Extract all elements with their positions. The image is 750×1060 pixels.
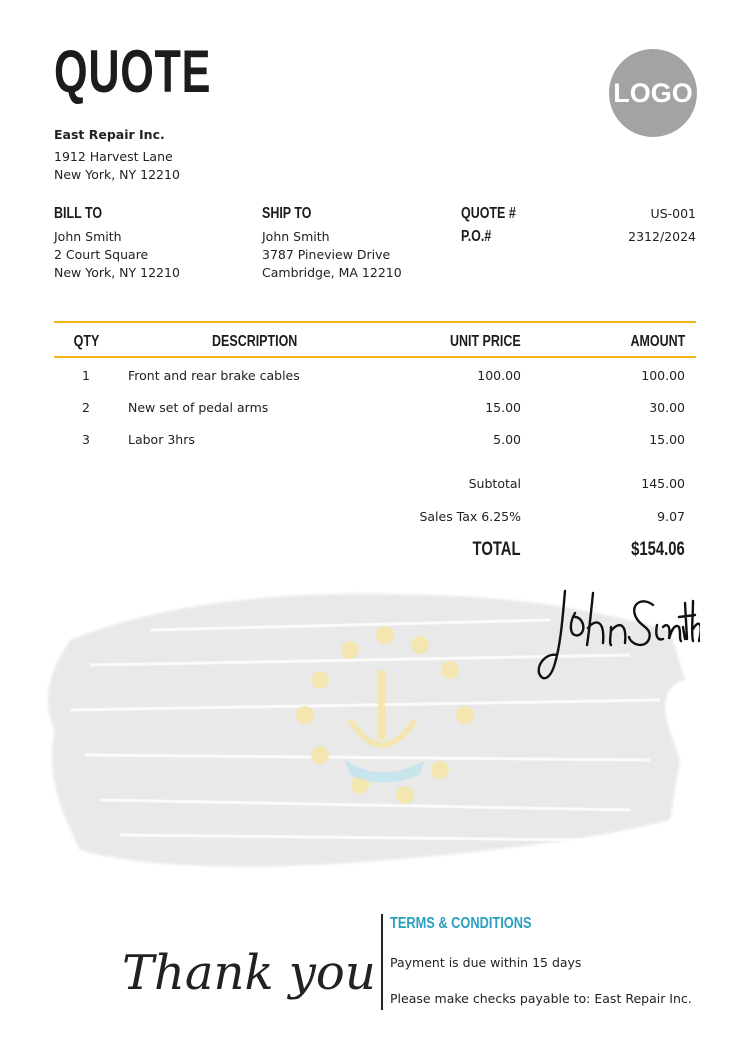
- bill-to-address-line2: New York, NY 12210: [54, 265, 180, 280]
- ship-to-label: SHIP TO: [262, 205, 312, 222]
- row-unit-price: 15.00: [485, 400, 521, 415]
- document-title: QUOTE: [54, 38, 212, 105]
- company-name: East Repair Inc.: [54, 127, 165, 142]
- quote-number-label: QUOTE #: [461, 205, 516, 222]
- row-unit-price: 100.00: [477, 368, 521, 383]
- row-qty: 2: [82, 400, 90, 415]
- row-qty: 3: [82, 432, 90, 447]
- table-header-rule: [54, 356, 696, 358]
- column-header-qty: QTY: [73, 333, 99, 350]
- terms-line-2: Please make checks payable to: East Repair Inc.: [390, 991, 692, 1006]
- bill-to-name: John Smith: [54, 229, 122, 244]
- terms-title: TERMS & CONDITIONS: [390, 915, 532, 932]
- quote-number-value: US-001: [650, 206, 696, 221]
- tax-value: 9.07: [657, 509, 685, 524]
- row-description: Labor 3hrs: [128, 432, 195, 447]
- row-unit-price: 5.00: [493, 432, 521, 447]
- ship-to-name: John Smith: [262, 229, 330, 244]
- logo: LOGO: [609, 49, 697, 137]
- po-number-value: 2312/2024: [628, 229, 696, 244]
- row-description: New set of pedal arms: [128, 400, 269, 415]
- thank-you-text: Thank you: [122, 945, 376, 1001]
- ship-to-address-line2: Cambridge, MA 12210: [262, 265, 402, 280]
- terms-line-1: Payment is due within 15 days: [390, 955, 582, 970]
- footer-divider: [381, 914, 383, 1010]
- bill-to-label: BILL TO: [54, 205, 103, 222]
- total-value: $154.06: [631, 539, 685, 560]
- subtotal-label: Subtotal: [468, 476, 521, 491]
- subtotal-value: 145.00: [641, 476, 685, 491]
- row-amount: 100.00: [641, 368, 685, 383]
- ship-to-address-line1: 3787 Pineview Drive: [262, 247, 391, 262]
- company-address-line2: New York, NY 12210: [54, 167, 180, 182]
- tax-label: Sales Tax 6.25%: [419, 509, 521, 524]
- signature-image: [535, 583, 700, 693]
- row-amount: 15.00: [649, 432, 685, 447]
- column-header-description: DESCRIPTION: [212, 333, 298, 350]
- row-description: Front and rear brake cables: [128, 368, 300, 383]
- column-header-unit-price: UNIT PRICE: [450, 333, 521, 350]
- total-label: TOTAL: [472, 539, 521, 560]
- bill-to-address-line1: 2 Court Square: [54, 247, 149, 262]
- table-top-rule: [54, 321, 696, 323]
- row-qty: 1: [82, 368, 90, 383]
- company-address-line1: 1912 Harvest Lane: [54, 149, 173, 164]
- column-header-amount: AMOUNT: [630, 333, 685, 350]
- po-number-label: P.O.#: [461, 228, 492, 245]
- row-amount: 30.00: [649, 400, 685, 415]
